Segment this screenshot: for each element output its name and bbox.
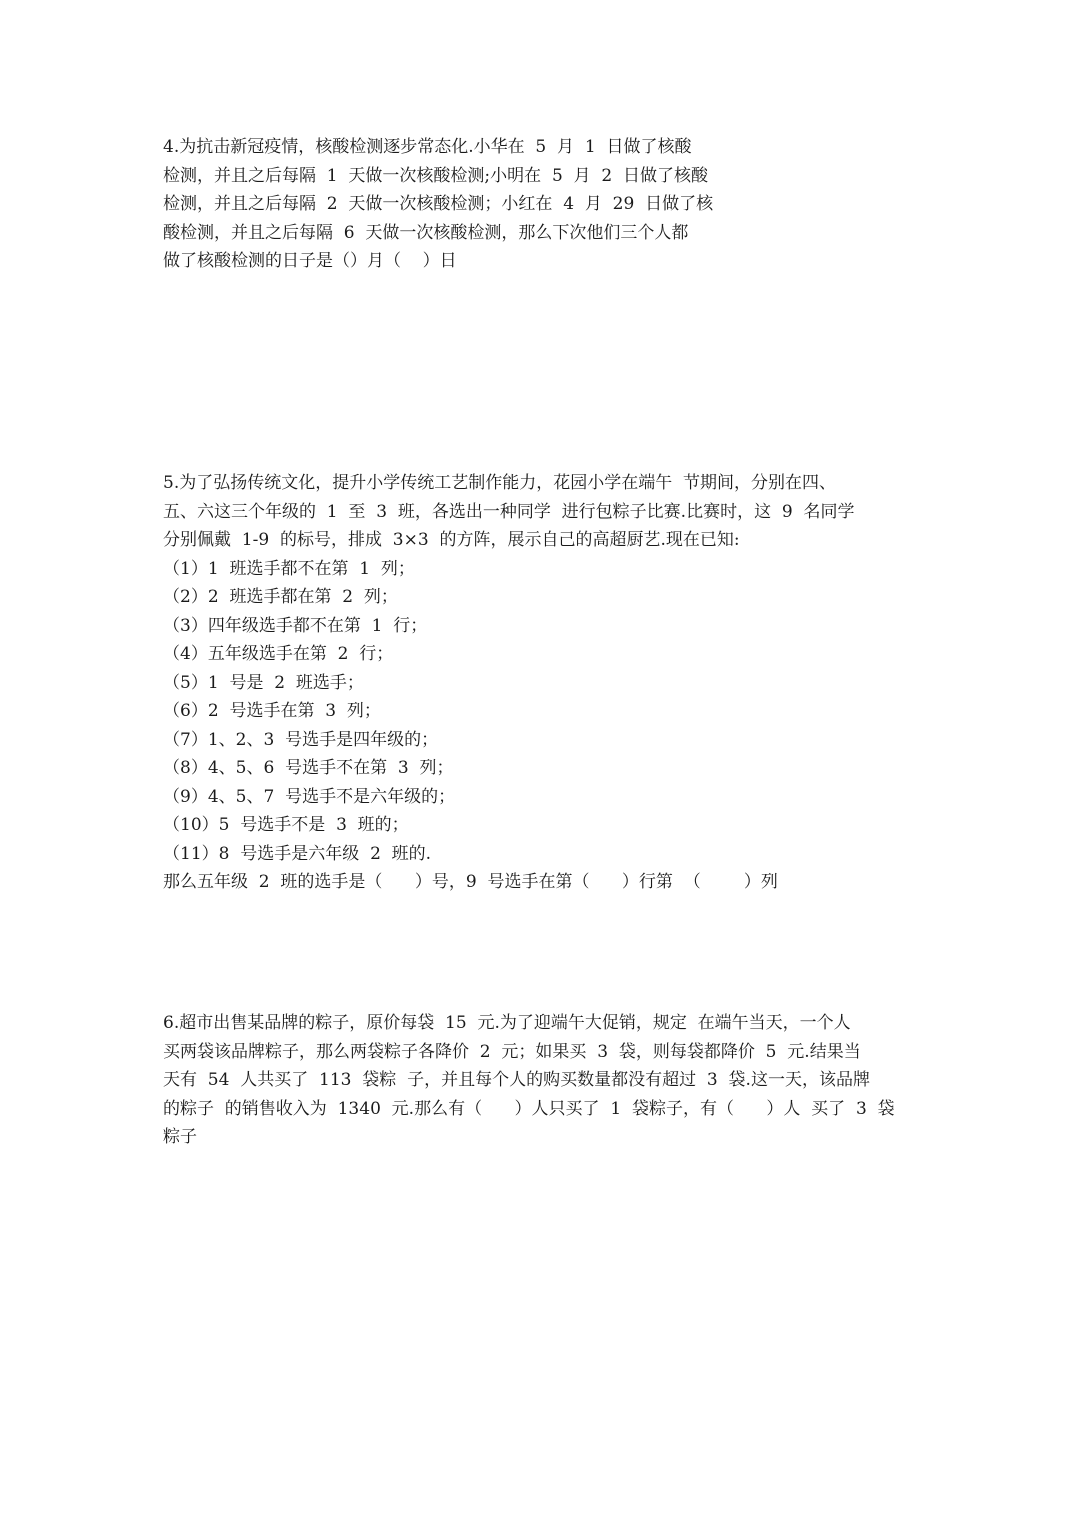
condition-item: （7）1、2、3 号选手是四年级的； xyxy=(163,729,439,750)
question-line: 那么五年级 2 班的选手是（ ）号，9 号选手在第（ ）行第 （ ）列 xyxy=(163,872,778,892)
question-5 xyxy=(163,469,923,897)
condition-item: （9）4、5、7 号选手不是六年级的； xyxy=(163,786,456,807)
question-line: 买两袋该品牌粽子，那么两袋粽子各降价 2 元；如果买 3 袋，则每袋都降价 5 元.结果当 xyxy=(163,1041,861,1062)
condition-item: （11）8 号选手是六年级 2 班的. xyxy=(163,843,432,864)
question-line: 五、六这三个年级的 1 至 3 班，各选出一种同学 进行包粽子比赛.比赛时，这 9 名同学 xyxy=(163,501,855,522)
condition-item: （3）四年级选手都不在第 1 行； xyxy=(163,615,428,636)
question-line: 5.为了弘扬传统文化，提升小学传统工艺制作能力，花园小学在端午 节期间，分别在四、 xyxy=(163,473,837,493)
condition-item: （5）1 号是 2 班选手； xyxy=(163,672,364,693)
condition-item: （2）2 班选手都在第 2 列； xyxy=(163,587,398,607)
question-line: 6.超市出售某品牌的粽子，原价每袋 15 元.为了迎端午大促销，规定 在端午当天，一个人 xyxy=(163,1013,851,1033)
question-line: 天有 54 人共买了 113 袋粽 子，并且每个人的购买数量都没有超过 3 袋.这一天，该品牌 xyxy=(163,1070,870,1090)
question-line: 检测，并且之后每隔 2 天做一次核酸检测；小红在 4 月 29 日做了核 xyxy=(163,194,714,214)
question-line: 分别佩戴 1-9 的标号，排成 3×3 的方阵，展示自己的高超厨艺.现在已知: xyxy=(163,530,740,550)
condition-item: （10）5 号选手不是 3 班的； xyxy=(163,815,409,835)
condition-item: （6）2 号选手在第 3 列； xyxy=(163,701,381,721)
question-line: 酸检测，并且之后每隔 6 天做一次核酸检测，那么下次他们三个人都 xyxy=(163,222,689,243)
condition-item: （8）4、5、6 号选手不在第 3 列； xyxy=(163,758,454,778)
question-6 xyxy=(163,1009,923,1152)
question-4 xyxy=(163,133,763,276)
question-line: 的粽子 的销售收入为 1340 元.那么有（ ）人只买了 1 袋粽子，有（ ）人 买了 3 袋 xyxy=(163,1098,895,1119)
question-line: 检测，并且之后每隔 1 天做一次核酸检测;小明在 5 月 2 日做了核酸 xyxy=(163,165,709,186)
question-line: 做了核酸检测的日子是（）月（ ）日 xyxy=(163,251,457,271)
condition-item: （1）1 班选手都不在第 1 列； xyxy=(163,558,415,579)
question-line: 粽子 xyxy=(163,1127,197,1147)
question-line: 4.为抗击新冠疫情，核酸检测逐步常态化.小华在 5 月 1 日做了核酸 xyxy=(163,137,692,157)
condition-item: （4）五年级选手在第 2 行； xyxy=(163,644,394,664)
